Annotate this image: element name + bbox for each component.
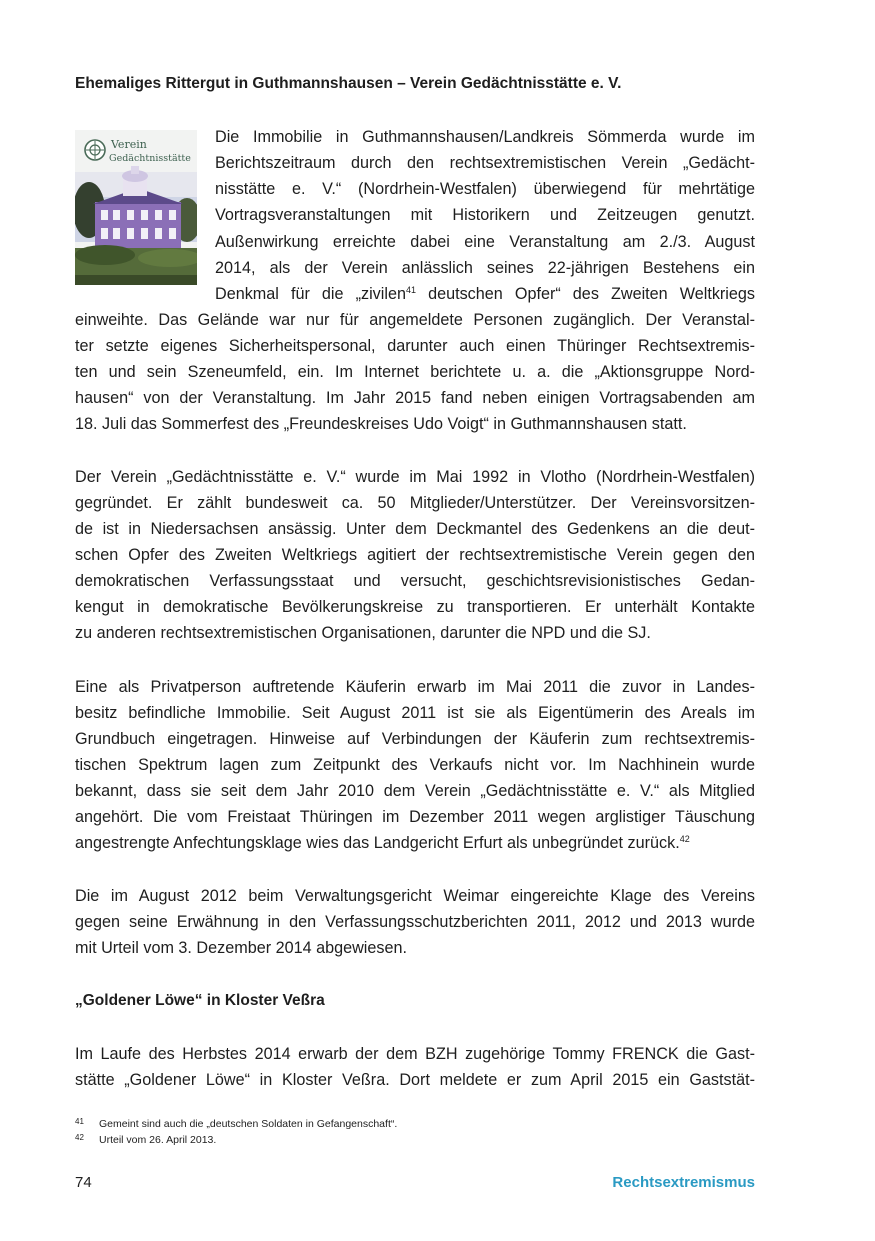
p1-line-9: ter setzte eigenes Sicherheitspersonal, darunter auch einen Thüringer Rechtsextremis- — [75, 337, 755, 355]
p1-line-11: hausen“ von der Veranstaltung. Im Jahr 2015 fand neben einigen Vortragsabenden am — [75, 389, 755, 407]
footnote-ref-41[interactable]: 41 — [405, 285, 416, 295]
p1-line-7: Denkmal für die „zivilen$^{41}$ deutschen Opfer“ des Zweiten Weltkriegs — [215, 285, 756, 303]
p1-line-10: ten und sein Szeneumfeld, ein. Im Internet berichtete u. a. die „Aktionsgruppe Nord- — [75, 363, 755, 381]
running-footer-title: Rechtsextremismus — [612, 1174, 755, 1191]
p1-line-12: 18. Juli das Sommerfest des „Freundeskreises Udo Voigt“ in Guthmannshausen statt. — [75, 415, 687, 433]
building-illustration — [75, 130, 197, 285]
p1-line-5: Außenwirkung erreichte dabei eine Veranstaltung am 2./3. August — [215, 233, 755, 251]
p3-line-4: tischen Spektrum lagen zum Zeitpunkt des Verkaufs nicht vor. Im Nachhinein wurde — [75, 756, 755, 774]
p4-line-1: Die im August 2012 beim Verwaltungsgericht Weimar eingereichte Klage des Vereins — [75, 887, 755, 905]
p3-line-7: angestrengte Anfechtungsklage wies das Landgericht Erfurt als unbegründet zurück.$^{42}$ — [75, 834, 690, 852]
verein-building-photo — [75, 130, 197, 285]
p5-line-2: stätte „Goldener Löwe“ in Kloster Veßra. Dort meldete er zum April 2015 ein Gaststät- — [75, 1071, 755, 1089]
svg-text:Verein: Verein — [111, 138, 147, 151]
footnote-41: 41 Gemeint sind auch die „deutschen Soldaten in Gefangenschaft“. — [75, 1117, 398, 1130]
p2-line-2: gegründet. Er zählt bundesweit ca. 50 Mitglieder/Unterstützer. Der Vereinsvorsitzen- — [75, 494, 755, 512]
p1-line-2: Berichtszeitraum durch den rechtsextremistischen Verein „Gedächt- — [215, 154, 755, 172]
p4-line-3: mit Urteil vom 3. Dezember 2014 abgewiesen. — [75, 939, 407, 957]
p1-line-4: Vortragsveranstaltungen mit Historikern und Zeitzeugen genutzt. — [215, 206, 755, 224]
p2-line-7: zu anderen rechtsextremistischen Organisationen, darunter die NPD und die SJ. — [75, 624, 651, 642]
p1-line-3: nisstätte e. V.“ (Nordrhein-Westfalen) überwiegend für mehrtätige — [215, 180, 755, 198]
p2-line-5: demokratischen Verfassungsstaat und versucht, geschichtsrevisionistisches Gedan- — [75, 572, 755, 590]
p3-line-3: Grundbuch eingetragen. Hinweise auf Verbindungen der Käuferin zum rechtsextremis- — [75, 730, 755, 748]
p2-line-3: de ist in Niedersachsen ansässig. Unter dem Deckmantel des Gedenkens an die deut- — [75, 520, 755, 538]
page-number: 74 — [75, 1174, 92, 1191]
p1-line-6: 2014, als der Verein anlässlich seines 22-jährigen Bestehens ein — [215, 259, 755, 277]
p3-line-5: bekannt, dass sie seit dem Jahr 2010 dem Verein „Gedächtnisstätte e. V.“ als Mitglied — [75, 782, 755, 800]
section-heading-guthmannshausen: Ehemaliges Rittergut in Guthmannshausen – Verein Gedächtnisstätte e. V. — [75, 75, 622, 92]
p2-line-4: schen Opfer des Zweiten Weltkriegs agitiert der rechtsextremistische Verein gegen den — [75, 546, 755, 564]
svg-text:Gedächtnisstätte: Gedächtnisstätte — [109, 153, 191, 164]
p1-line-1: Die Immobilie in Guthmannshausen/Landkreis Sömmerda wurde im — [215, 128, 755, 146]
p2-line-1: Der Verein „Gedächtnisstätte e. V.“ wurde im Mai 1992 in Vlotho (Nordrhein-Westfalen) — [75, 468, 755, 486]
p1-line-8: einweihte. Das Gelände war nur für angemeldete Personen zugänglich. Der Veranstal- — [75, 311, 755, 329]
p5-line-1: Im Laufe des Herbstes 2014 erwarb der dem BZH zugehörige Tommy FRENCK die Gast- — [75, 1045, 755, 1063]
footnote-ref-42[interactable]: 42 — [679, 834, 690, 844]
p3-line-2: besitz befindliche Immobilie. Seit August 2011 ist sie als Eigentümerin des Areals im — [75, 704, 755, 722]
p3-line-6: angehört. Die vom Freistaat Thüringen im Dezember 2011 wegen arglistiger Täuschung — [75, 808, 755, 826]
p3-line-1: Eine als Privatperson auftretende Käuferin erwarb im Mai 2011 die zuvor in Landes- — [75, 678, 755, 696]
footnote-42: 42 Urteil vom 26. April 2013. — [75, 1133, 217, 1146]
p4-line-2: gegen seine Erwähnung in den Verfassungsschutzberichten 2011, 2012 und 2013 wurde — [75, 913, 755, 931]
p2-line-6: kengut in demokratische Bevölkerungskreise zu transportieren. Er unterhält Kontakte — [75, 598, 755, 616]
section-heading-kloster-vessra: „Goldener Löwe“ in Kloster Veßra — [75, 992, 325, 1009]
